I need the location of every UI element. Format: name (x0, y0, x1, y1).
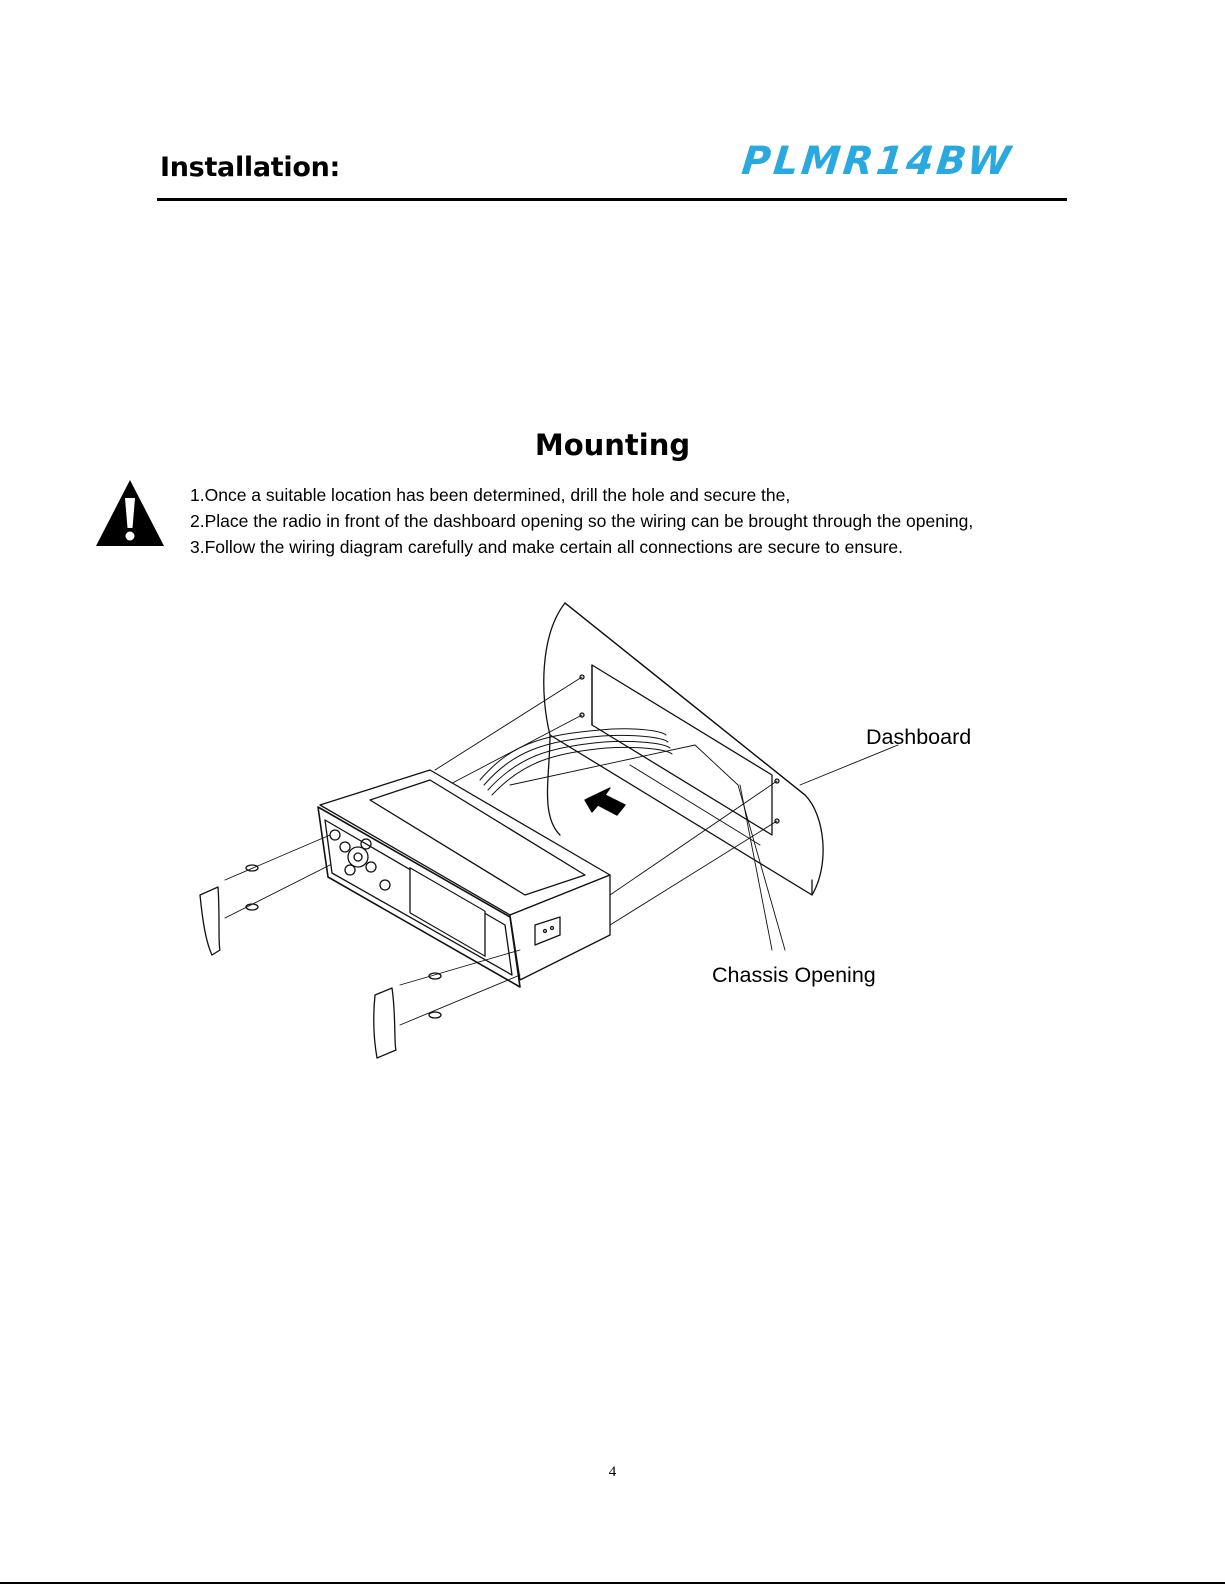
step-item: 3.Follow the wiring diagram carefully and make certain all connections are secure to ensure. (190, 537, 903, 557)
dashboard-panel (544, 603, 823, 895)
header-divider (157, 198, 1067, 201)
brand-logo: PLMR14BW (739, 139, 1016, 184)
page-title: Installation: (160, 152, 341, 183)
dashboard-label: Dashboard (866, 725, 972, 749)
radio-unit (318, 770, 610, 987)
chassis-opening-label: Chassis Opening (712, 963, 876, 987)
section-title: Mounting (534, 428, 691, 462)
mounting-diagram (180, 595, 1010, 1075)
page-number: 4 (608, 1464, 617, 1480)
page-bottom-edge (0, 1582, 1225, 1584)
warning-triangle-icon (94, 478, 166, 548)
mounting-steps (190, 482, 973, 560)
insert-arrow (585, 788, 625, 815)
step-item: 2.Place the radio in front of the dashboard opening so the wiring can be brought through the opening, (190, 511, 974, 531)
step-item: 1.Once a suitable location has been determined, drill the hole and secure the, (190, 485, 791, 505)
